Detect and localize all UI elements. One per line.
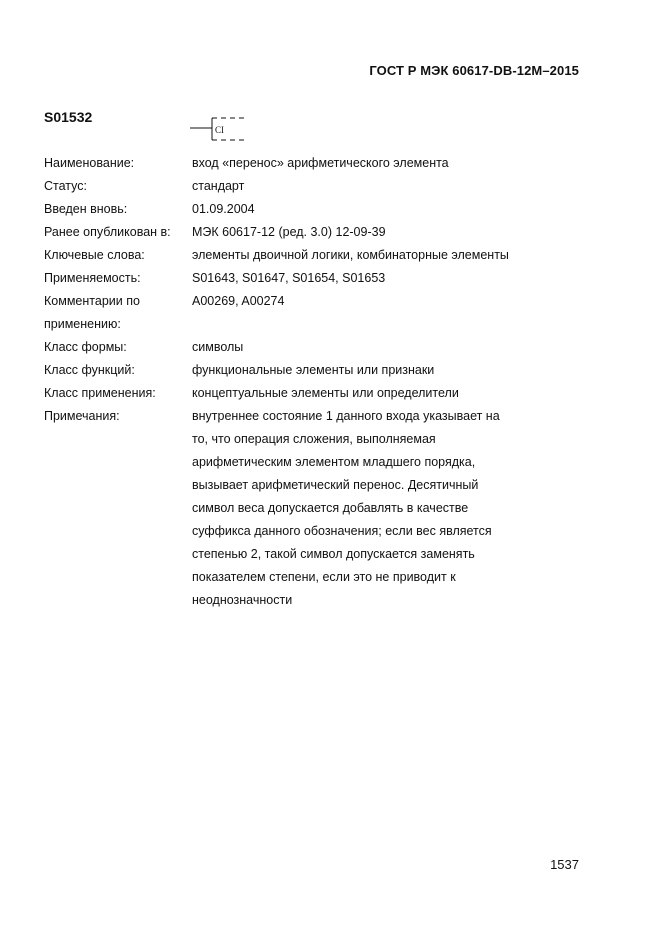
entry-fields [44,152,564,612]
field-label: Ключевые слова: [44,248,145,262]
field-row-shape-class [44,336,564,359]
field-value: S01643, S01647, S01654, S01653 [192,271,386,285]
field-label: Наименование: [44,156,135,170]
field-label: Ранее опубликован в: [44,225,171,239]
field-row-name [44,152,564,175]
symbol-label: CI [215,125,224,135]
field-row-application-notes [44,290,564,336]
field-label: Статус: [44,179,87,193]
field-label: Введен вновь: [44,202,128,216]
field-label: Класс формы: [44,340,127,354]
field-value: вход «перенос» арифметического элемента [192,156,449,170]
field-value: A00269, A00274 [192,294,285,308]
field-row-previously-published [44,221,564,244]
field-value: 01.09.2004 [192,202,255,216]
field-label: Класс функций: [44,363,135,377]
field-value: элементы двоичной логики, комбинаторные элементы [192,248,509,262]
page-number: 1537 [550,857,579,872]
field-value: стандарт [192,179,245,193]
document-header: ГОСТ Р МЭК 60617-DB-12M–2015 [369,63,579,78]
field-row-application-class [44,382,564,405]
field-value: концептуальные элементы или определители [192,386,459,400]
field-row-function-class [44,359,564,382]
field-value: функциональные элементы или признаки [192,363,435,377]
field-value: МЭК 60617-12 (ред. 3.0) 12-09-39 [192,225,386,239]
field-label: Применяемость: [44,271,141,285]
field-label: Класс применения: [44,386,156,400]
field-value: символы [192,340,244,354]
field-row-applicability [44,267,564,290]
field-row-introduced [44,198,564,221]
carry-input-symbol [190,112,250,148]
entry-code: S01532 [44,109,93,125]
field-row-remarks [44,405,564,612]
field-label: Комментарии по применению: [44,294,140,331]
field-row-status [44,175,564,198]
field-value: внутреннее состояние 1 данного входа указывает на то, что операция сложения, выполняемая арифметическим элементом младшего порядка, вызывает арифметический перенос. Десятичный символ веса допускается добавлять в качестве суффикса данного обозначения; если вес является степенью 2, такой символ допускается заменять показателем степени, если это не приводит к неоднозначности [192,409,500,607]
field-row-keywords [44,244,564,267]
field-label: Примечания: [44,409,120,423]
